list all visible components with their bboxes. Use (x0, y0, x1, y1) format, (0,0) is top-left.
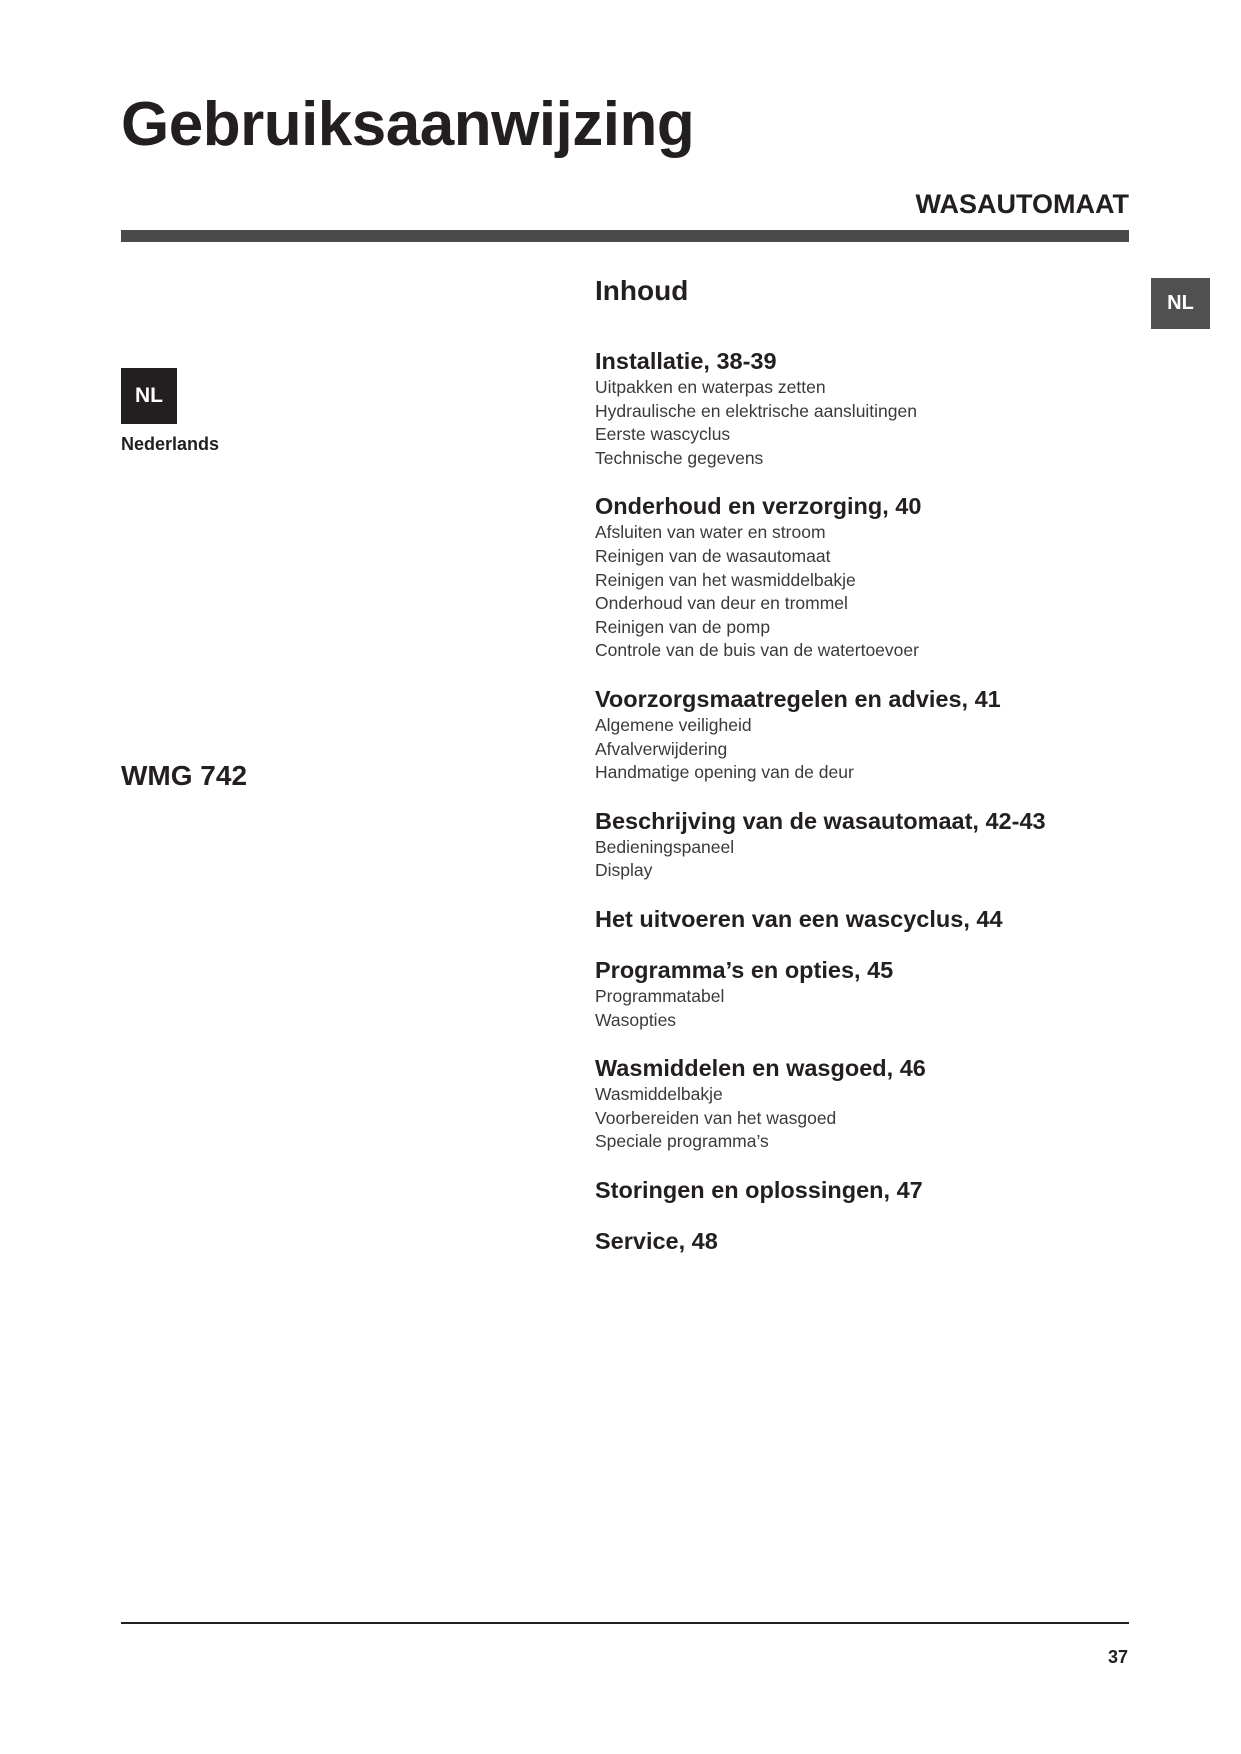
header-divider-bar (121, 230, 1129, 242)
toc-item: Onderhoud van deur en trommel (595, 593, 848, 614)
toc-item: Wasopties (595, 1009, 677, 1030)
toc-item: Uitpakken en waterpas zetten (595, 377, 826, 397)
page-number: 37 (1107, 1647, 1128, 1667)
product-type: WASAUTOMAAT (915, 189, 1129, 219)
toc-section (595, 1175, 1155, 1205)
toc-section (595, 684, 1155, 785)
toc-section-title: Wasmiddelen en wasgoed, 46 (595, 1055, 926, 1082)
toc-item: Reinigen van de wasautomaat (595, 545, 831, 566)
toc-heading: Inhoud (595, 275, 689, 306)
toc-item: Display (595, 860, 653, 881)
toc-item: Programmatabel (595, 985, 725, 1006)
toc-item: Technische gegevens (595, 447, 764, 468)
toc-section-title: Installatie, 38-39 (595, 348, 777, 374)
model-number: WMG 742 (121, 760, 248, 791)
language-badge: NL (121, 368, 177, 424)
toc-section-title: Voorzorgsmaatregelen en advies, 41 (595, 685, 1001, 712)
toc-item: Reinigen van het wasmiddelbakje (595, 569, 856, 590)
language-tab: NL (1151, 278, 1210, 329)
toc-section-title: Storingen en oplossingen, 47 (595, 1176, 923, 1203)
toc-section-title: Onderhoud en verzorging, 40 (595, 493, 922, 520)
footer-divider-line (121, 1622, 1129, 1624)
toc-section (595, 955, 1155, 1032)
toc-section-title: Het uitvoeren van een wascyclus, 44 (595, 905, 1003, 932)
document-title: Gebruiksaanwijzing (121, 90, 695, 159)
toc-item: Afsluiten van water en stroom (595, 522, 826, 543)
language-name: Nederlands (121, 434, 220, 454)
toc-section-title: Beschrijving van de wasautomaat, 42-43 (595, 807, 1046, 834)
toc-section (595, 1053, 1155, 1154)
toc-item: Eerste wascyclus (595, 424, 731, 445)
toc-section-title: Service, 48 (595, 1227, 718, 1254)
toc-item: Reinigen van de pomp (595, 616, 771, 637)
toc-section (595, 491, 1155, 663)
toc-item: Controle van de buis van de watertoevoer (595, 640, 919, 661)
toc-item: Hydraulische en elektrische aansluitingen (595, 400, 917, 421)
toc-section-title: Programma’s en opties, 45 (595, 956, 894, 983)
toc-section (595, 904, 1155, 934)
toc-item: Voorbereiden van het wasgoed (595, 1107, 837, 1128)
table-of-contents (595, 270, 1155, 1277)
toc-item: Bedieningspaneel (595, 836, 735, 857)
toc-section (595, 346, 1155, 470)
toc-item: Handmatige opening van de deur (595, 762, 854, 783)
toc-section (595, 1226, 1155, 1256)
toc-item: Algemene veiligheid (595, 714, 752, 735)
toc-item: Wasmiddelbakje (595, 1084, 723, 1105)
toc-section (595, 806, 1155, 883)
toc-item: Afvalverwijdering (595, 738, 728, 759)
toc-item: Speciale programma’s (595, 1131, 769, 1152)
